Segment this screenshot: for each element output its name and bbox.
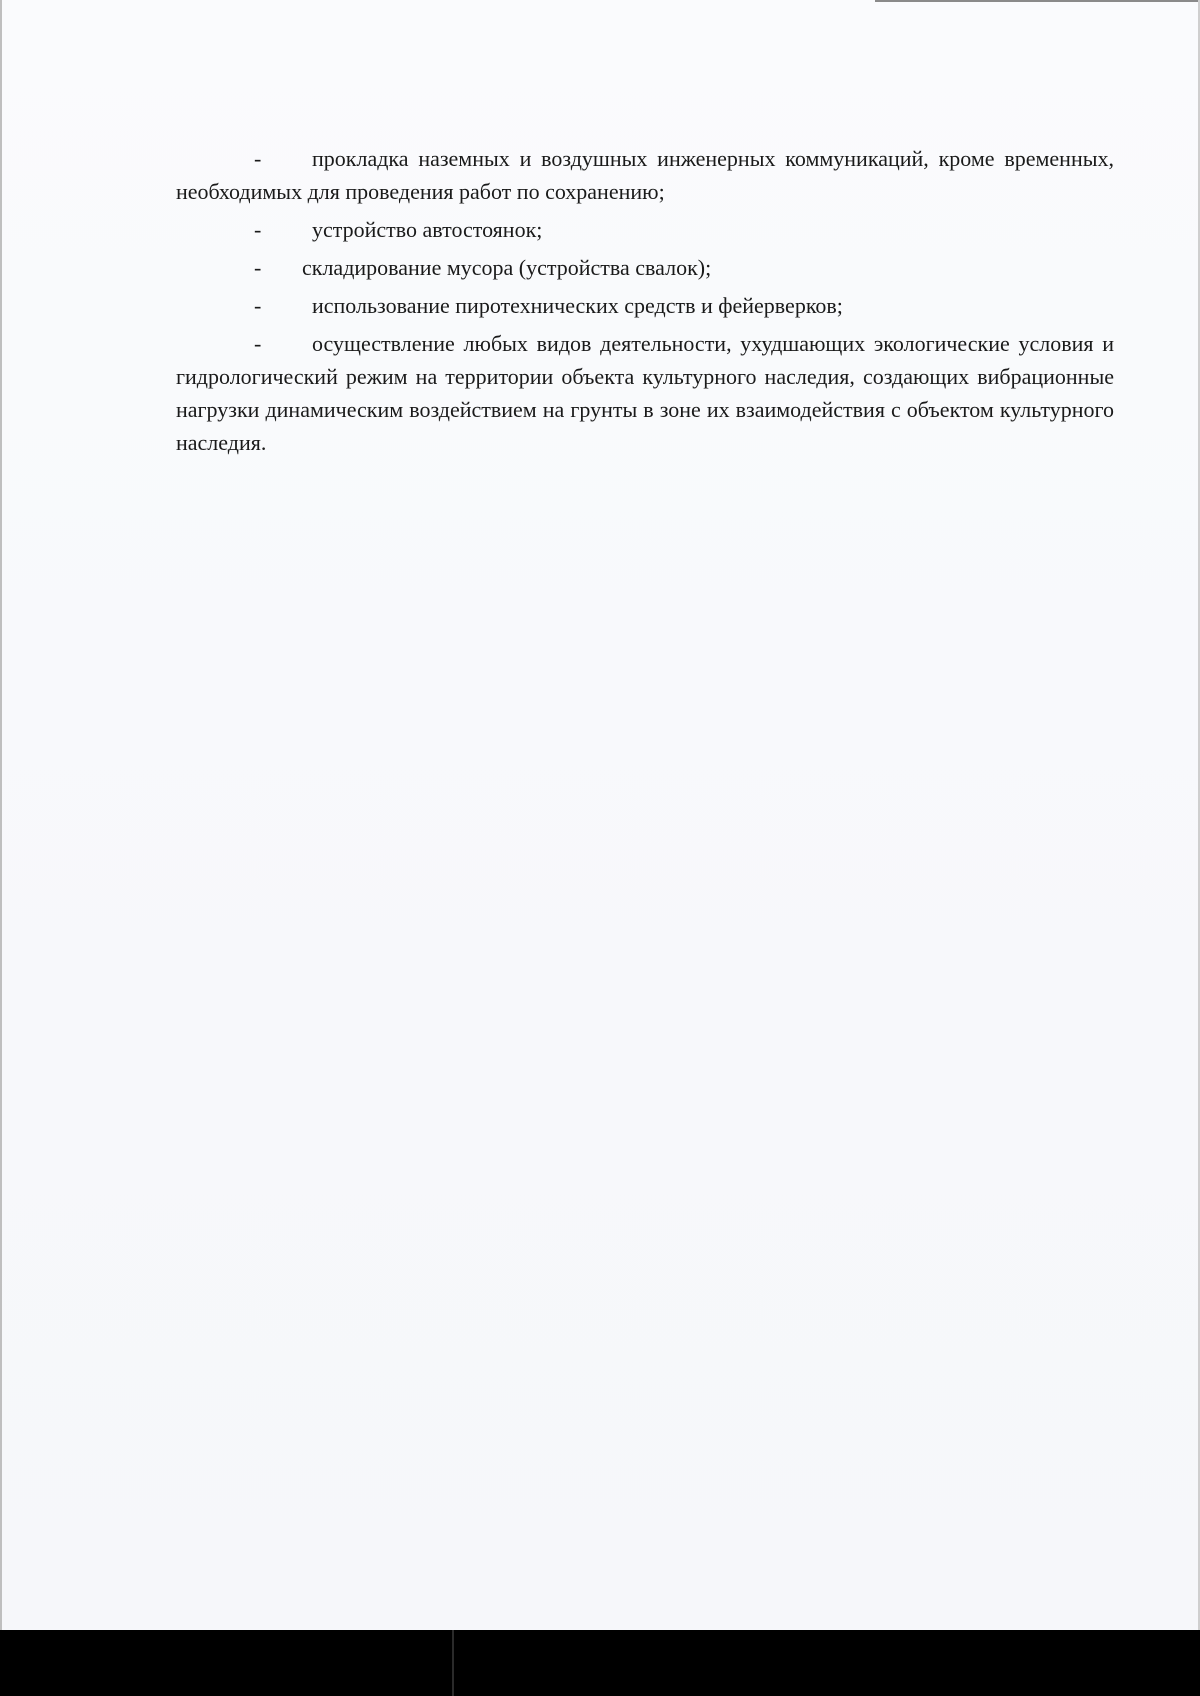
- list-item: [176, 327, 1114, 459]
- list-item: [176, 251, 1114, 284]
- scan-edge-line: [875, 0, 1200, 2]
- list-item-dash: -: [254, 293, 262, 318]
- list-item-dash: -: [254, 331, 262, 356]
- scan-left-edge: [0, 0, 2, 1630]
- list-item-text: устройство автостоянок;: [312, 217, 543, 242]
- list-item-dash: -: [254, 255, 262, 280]
- list-item: [176, 142, 1114, 208]
- list-item-text: складирование мусора (устройства свалок);: [302, 255, 712, 280]
- scan-bottom-bar: [0, 1630, 1200, 1696]
- list-item-dash: -: [254, 146, 262, 171]
- list-item: [176, 289, 1114, 322]
- list-item-text: прокладка наземных и воздушных инженерных коммуникаций, кроме временных, необходимых для проведения работ по сохранению;: [176, 146, 1114, 204]
- list-item-text: использование пиротехнических средств и фейерверков;: [312, 293, 843, 318]
- document-body: [176, 142, 1114, 464]
- scan-bottom-divider: [452, 1630, 454, 1696]
- list-item-text: осуществление любых видов деятельности, ухудшающих экологические условия и гидрологический режим на территории объекта культурного наследия, создающих вибрационные нагрузки динамическим воздействием на грунты в зоне их взаимодействия с объектом культурного наследия.: [176, 331, 1114, 455]
- list-item: [176, 213, 1114, 246]
- list-item-dash: -: [254, 217, 262, 242]
